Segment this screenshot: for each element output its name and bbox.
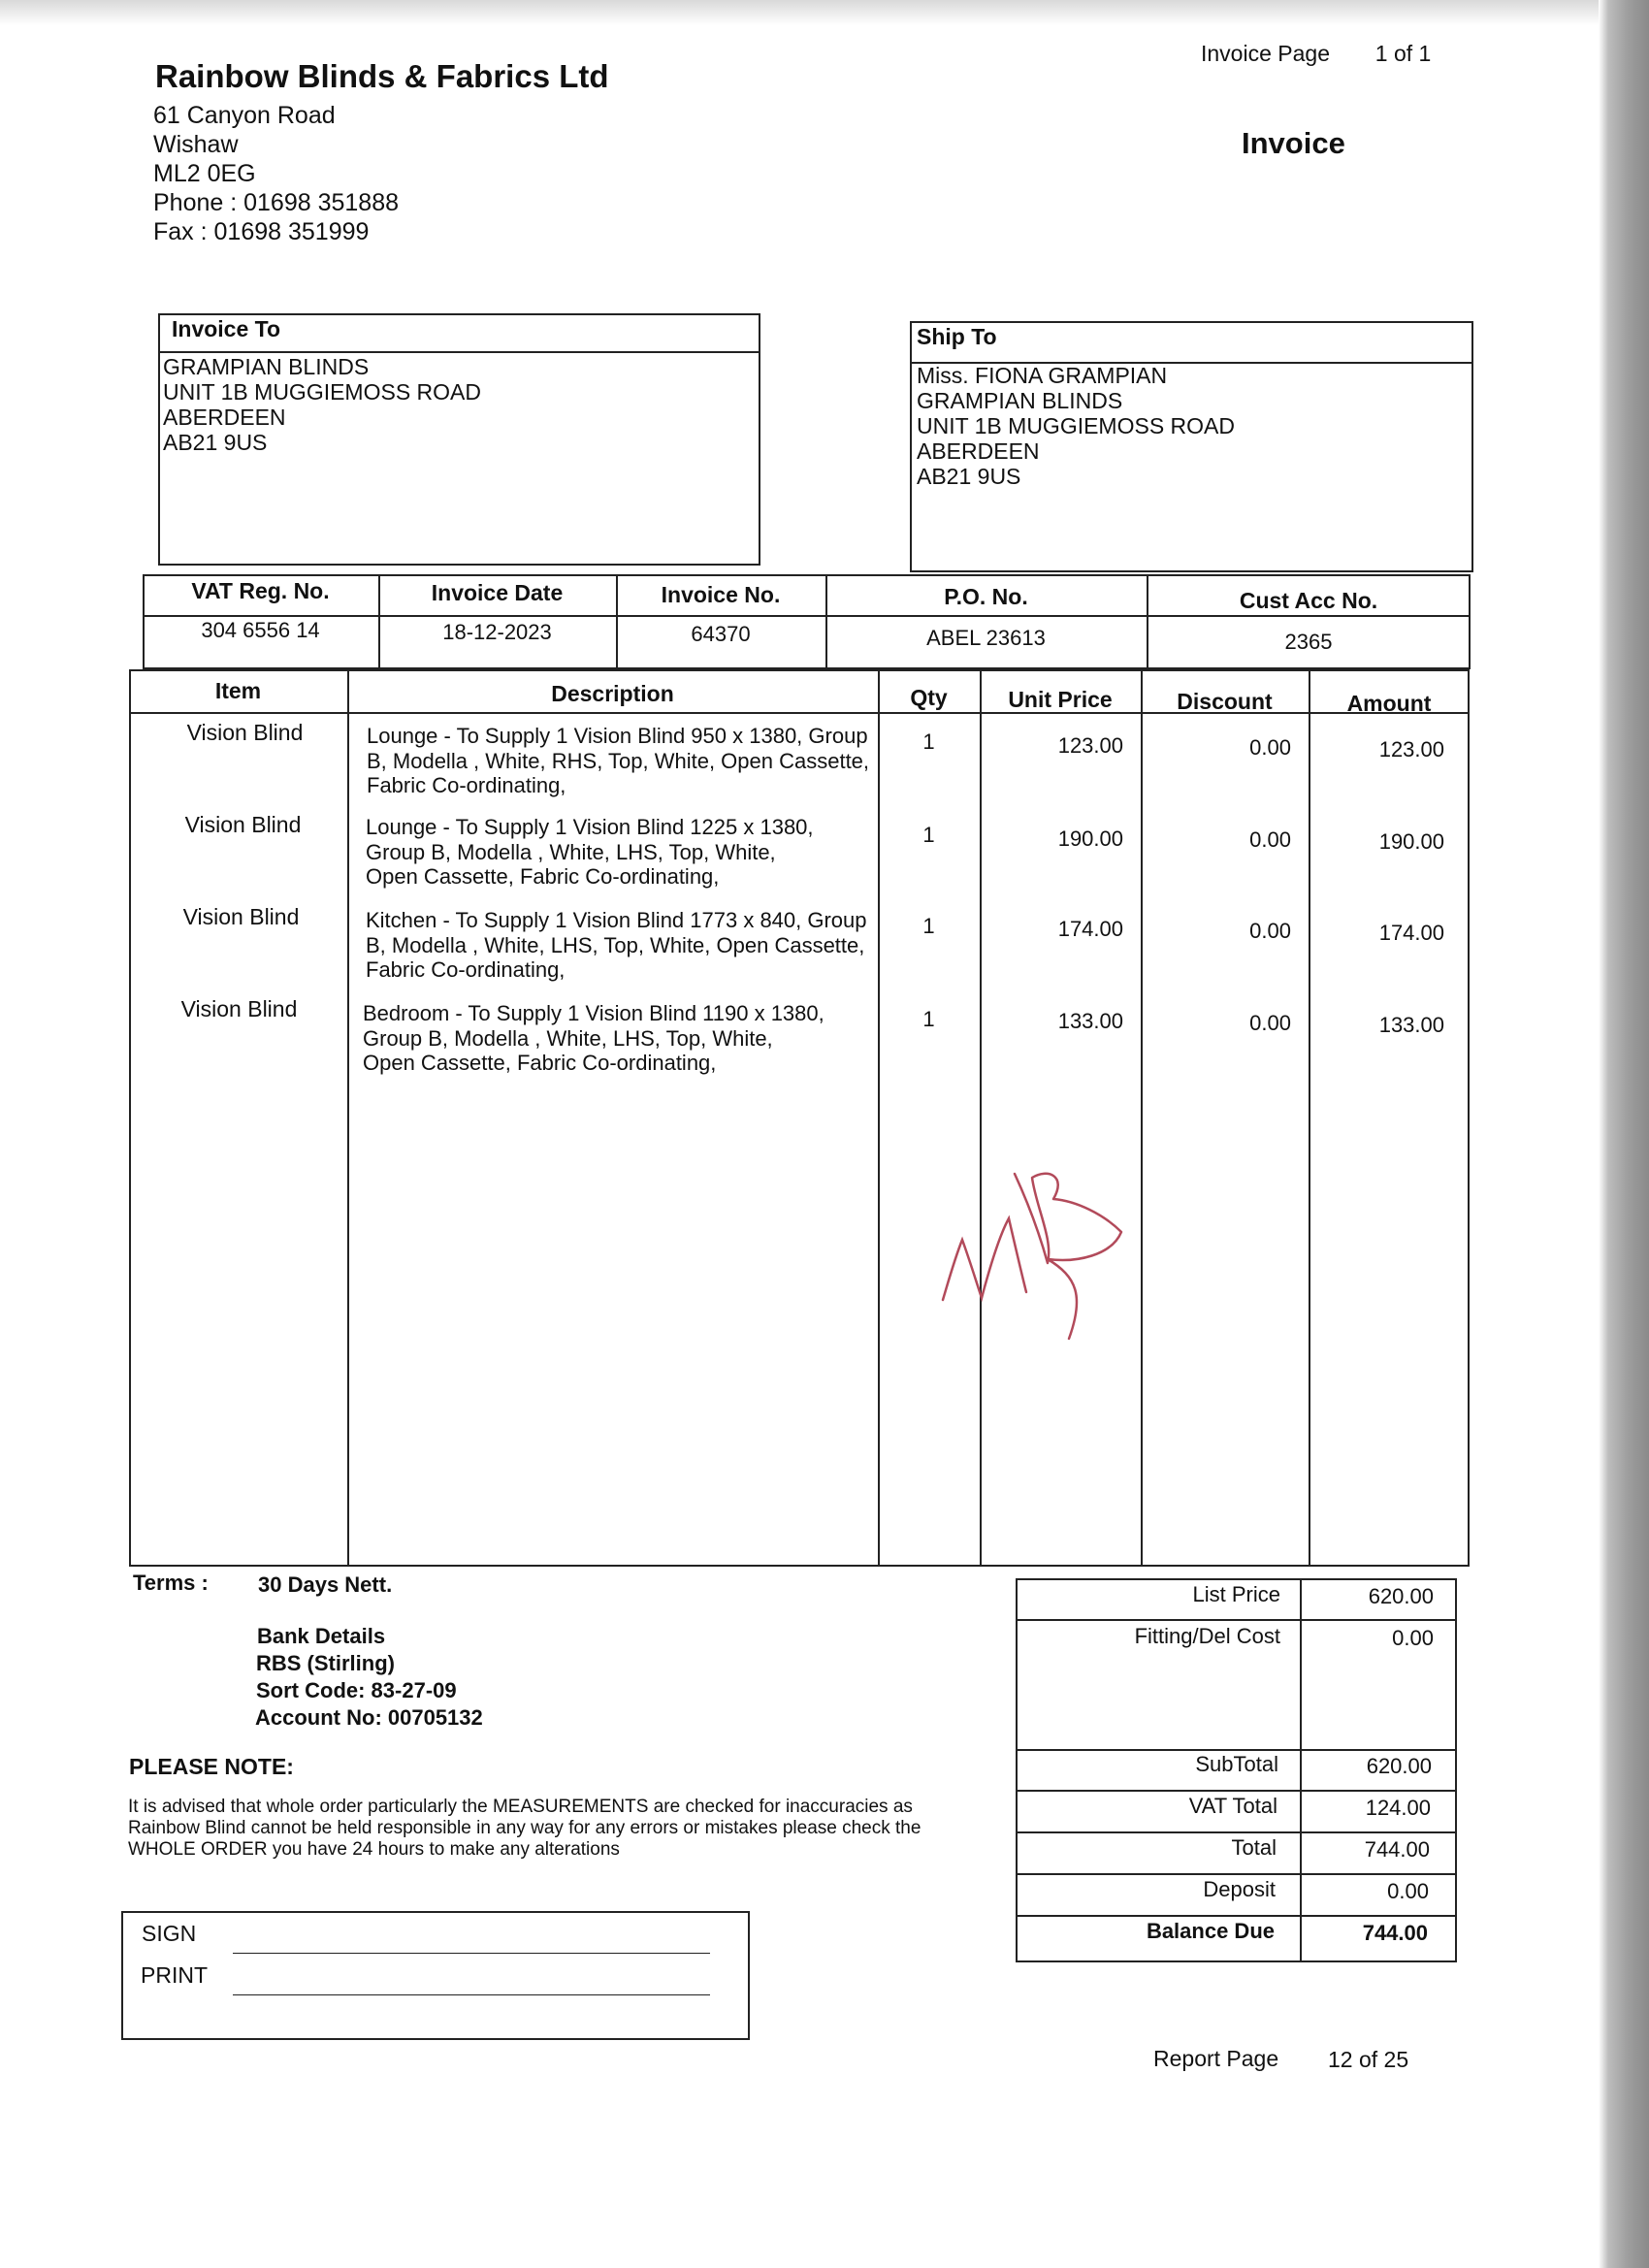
sort-code: Sort Code: 83-27-09 (256, 1678, 457, 1702)
subtotal-value: 620.00 (1366, 1754, 1432, 1778)
table-row-item: Vision Blind (180, 996, 298, 1021)
invoice-date-value: 18-12-2023 (442, 620, 552, 644)
report-page-label: Report Page (1153, 2046, 1279, 2071)
table-row-qty: 1 (922, 729, 935, 754)
table-row-amount: 190.00 (1378, 829, 1444, 854)
company-phone: Phone : 01698 351888 (153, 189, 400, 216)
table-row-description: Lounge - To Supply 1 Vision Blind 950 x 1380, Group B, Modella , White, RHS, Top, White, Open Cassette, Fabric Co-ordinating, (367, 724, 870, 797)
divider (980, 669, 982, 1567)
table-row-unit-price: 133.00 (1057, 1009, 1123, 1033)
company-address-line: Wishaw (153, 131, 239, 158)
company-fax: Fax : 01698 351999 (153, 218, 370, 245)
fitting-del-label: Fitting/Del Cost (1134, 1624, 1280, 1648)
handwritten-initials (931, 1154, 1145, 1368)
list-price-value: 620.00 (1368, 1584, 1434, 1608)
table-row-description: Bedroom - To Supply 1 Vision Blind 1190 x 1380, Group B, Modella , White, LHS, Top, White, Open Cassette, Fabric Co-ordinating, (363, 1001, 824, 1075)
vat-reg-label: VAT Reg. No. (191, 578, 330, 603)
divider (1016, 1831, 1457, 1833)
table-row-item: Vision Blind (182, 904, 300, 929)
scan-shadow-right (1599, 0, 1649, 2268)
divider (1016, 1619, 1457, 1621)
ship-to-line: GRAMPIAN BLINDS (917, 388, 1123, 413)
invoice-to-heading: Invoice To (172, 316, 281, 341)
company-name: Rainbow Blinds & Fabrics Ltd (155, 58, 609, 94)
invoice-page-value: 1 of 1 (1374, 41, 1432, 66)
report-page-value: 12 of 25 (1328, 2047, 1409, 2072)
divider (1016, 1749, 1457, 1751)
invoice-to-line: AB21 9US (163, 430, 268, 455)
please-note-text: It is advised that whole order particularly the MEASUREMENTS are checked for inaccuracies as Rainbow Blind cannot be held responsible in any way for any errors or mistakes please check the WHOLE ORDER you have 24 hours to make any alterations (128, 1797, 922, 1860)
table-row-discount: 0.00 (1249, 735, 1291, 760)
vat-total-value: 124.00 (1365, 1796, 1431, 1820)
invoice-date-label: Invoice Date (431, 580, 564, 605)
deposit-label: Deposit (1203, 1877, 1276, 1901)
invoice-page-indicator (1201, 41, 1431, 67)
invoice-to-line: UNIT 1B MUGGIEMOSS ROAD (163, 379, 482, 405)
table-row-amount: 174.00 (1378, 921, 1444, 945)
table-row-unit-price: 123.00 (1057, 733, 1123, 758)
document-title: Invoice (1242, 126, 1345, 160)
table-row-qty: 1 (922, 914, 935, 938)
divider (1309, 669, 1310, 1567)
subtotal-label: SubTotal (1195, 1752, 1278, 1776)
table-row-item: Vision Blind (186, 720, 304, 745)
table-row-unit-price: 190.00 (1057, 826, 1123, 851)
ship-to-line: ABERDEEN (917, 438, 1040, 464)
ship-to-line: UNIT 1B MUGGIEMOSS ROAD (917, 413, 1236, 438)
bank-details-heading: Bank Details (257, 1624, 386, 1648)
divider (347, 669, 349, 1567)
vat-reg-value: 304 6556 14 (201, 618, 320, 642)
table-row-discount: 0.00 (1249, 1011, 1291, 1035)
vat-total-label: VAT Total (1188, 1794, 1277, 1818)
total-label: Total (1231, 1835, 1277, 1860)
table-row-qty: 1 (922, 823, 935, 847)
table-row-description: Lounge - To Supply 1 Vision Blind 1225 x 1380, Group B, Modella , White, LHS, Top, White, Open Cassette, Fabric Co-ordinating, (366, 815, 814, 889)
divider (143, 615, 1471, 617)
sign-label: SIGN (142, 1921, 197, 1946)
divider (1016, 1915, 1457, 1917)
fitting-del-value: 0.00 (1392, 1626, 1434, 1650)
account-no: Account No: 00705132 (255, 1705, 483, 1730)
invoice-page-label: Invoice Page (1201, 41, 1330, 66)
print-line[interactable] (233, 1994, 710, 1995)
column-header-discount: Discount (1177, 689, 1273, 714)
balance-due-label: Balance Due (1146, 1919, 1275, 1943)
column-header-description: Description (551, 681, 674, 706)
column-header-qty: Qty (910, 685, 948, 710)
list-price-label: List Price (1192, 1582, 1280, 1606)
table-row-discount: 0.00 (1249, 919, 1291, 943)
invoice-no-value: 64370 (691, 622, 751, 646)
terms-value: 30 Days Nett. (258, 1572, 393, 1597)
table-row-qty: 1 (922, 1007, 935, 1031)
signature-box (121, 1911, 750, 2040)
ship-to-line: Miss. FIONA GRAMPIAN (917, 363, 1168, 388)
table-row-amount: 123.00 (1378, 737, 1444, 761)
divider (878, 669, 880, 1567)
bank-name: RBS (Stirling) (256, 1651, 395, 1675)
po-no-label: P.O. No. (944, 584, 1028, 609)
terms-label: Terms : (133, 1571, 209, 1595)
please-note-heading: PLEASE NOTE: (129, 1754, 294, 1779)
divider (1141, 669, 1143, 1567)
table-row-amount: 133.00 (1378, 1013, 1444, 1037)
print-label: PRINT (141, 1962, 208, 1988)
po-no-value: ABEL 23613 (926, 626, 1046, 650)
invoice-to-line: ABERDEEN (163, 405, 286, 430)
divider (158, 351, 760, 353)
cust-acc-value: 2365 (1284, 630, 1333, 654)
column-header-item: Item (214, 678, 262, 703)
invoice-to-line: GRAMPIAN BLINDS (163, 354, 370, 379)
column-header-amount: Amount (1346, 691, 1432, 716)
table-row-unit-price: 174.00 (1057, 917, 1123, 941)
line-items-table (129, 669, 1470, 1567)
ship-to-line: AB21 9US (917, 464, 1021, 489)
ship-to-heading: Ship To (917, 324, 997, 349)
total-value: 744.00 (1364, 1837, 1430, 1862)
divider (1016, 1873, 1457, 1875)
cust-acc-label: Cust Acc No. (1239, 588, 1378, 613)
scan-shadow-top (0, 0, 1649, 25)
table-row-description: Kitchen - To Supply 1 Vision Blind 1773 x 840, Group B, Modella , White, LHS, Top, White, Open Cassette, Fabric Co-ordinating, (366, 908, 867, 982)
table-row-item: Vision Blind (184, 812, 302, 837)
table-row-discount: 0.00 (1249, 827, 1291, 852)
balance-due-value: 744.00 (1362, 1921, 1428, 1945)
company-address-line: 61 Canyon Road (153, 102, 336, 129)
column-header-unit-price: Unit Price (1008, 687, 1113, 712)
invoice-no-label: Invoice No. (661, 582, 781, 607)
sign-line[interactable] (233, 1953, 710, 1954)
deposit-value: 0.00 (1387, 1879, 1429, 1903)
company-address-line: ML2 0EG (153, 160, 256, 187)
divider (1016, 1790, 1457, 1792)
